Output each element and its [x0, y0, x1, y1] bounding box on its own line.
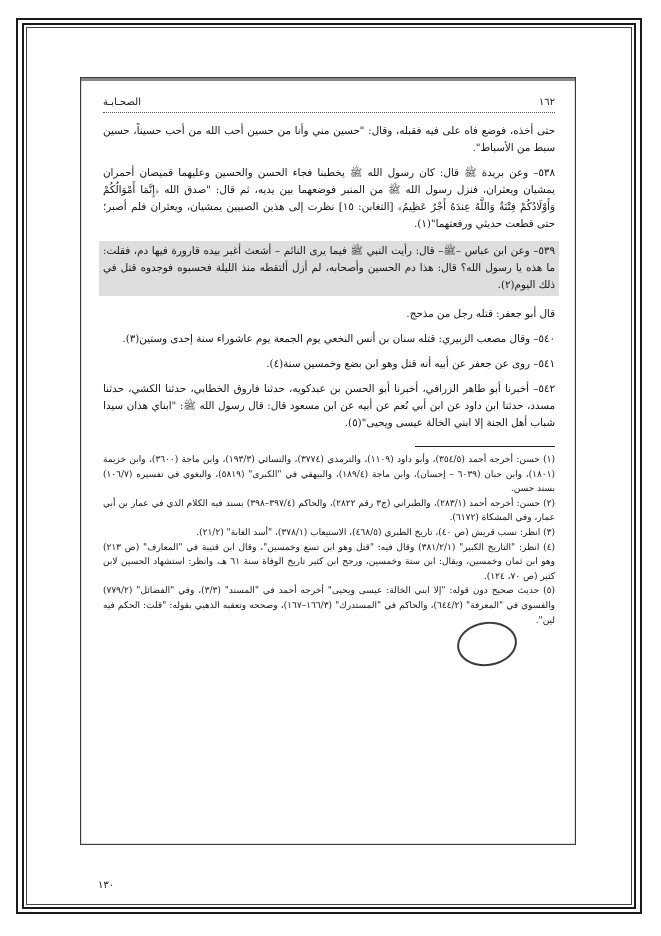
footnote: (٣) انظر: نسب قريش (ص ٤٠)، تاريخ الطبري (٤٦٨/٥)، الاستيعاب (٣٧٨/١)، "أسد الغابة" (٢١/٢). — [196, 527, 555, 538]
running-header — [103, 94, 555, 113]
header-section-title: الصحـابـة — [103, 97, 142, 108]
paragraph: حتى أخذه، فوضع فاه على فيه فقبله، وقال: "حسين مني وأنا من حسين أحب الله من أحب حسيناً، حسين سبط من الأسباط". — [103, 125, 555, 154]
footnote: (٥) حديث صحيح دون قوله: "إلا ابني الخالة: عيسى ويحيى" أخرجه أحمد في "المسند" (٣/٣)، وفي "الفضائل" (٧٧٩/٢) والفسوي في "المعرفة" (٦٤٤/٢)، والحاكم في "المستدرك" (١٦٦/٣–١٦٧)، وصححه وتعقبه الذهبي بقوله: "قلت: الحكم فيه لين". — [103, 586, 555, 626]
paragraph: ٥٤٠– وقال مصعب الزبيري: قتله سنان بن أنس النخعي يوم الجمعة يوم عاشوراء سنة إحدى وستين(٣). — [122, 333, 555, 345]
header-page-number: ١٦٢ — [538, 97, 555, 108]
page-number: ١٣٠ — [98, 880, 115, 891]
footnote-divider — [415, 446, 555, 447]
footnote: (٢) حسن: أخرجه أحمد (٢٨٣/١)، والطبراني (ج٣ رقم ٢٨٢٢)، والحاكم (٣٩٧/٤–٣٩٨) بسند فيه الكلام الذي في عمار بن أبي عمار، وفي المشكاة (٦١٧٢). — [103, 498, 555, 524]
page-content — [103, 94, 555, 628]
scan-edge — [81, 78, 575, 81]
paragraph: ٥٣٨– وعن بريدة ﷺ قال: كان رسول الله ﷺ يخطبنا فجاء الحسن والحسين وعليهما قميصان أحمران يمشيان ويعثران، فنزل رسول الله ﷺ من المنبر فوضعهما بين يديه، ثم قال: "صدق الله ﴿إِنَّمَا أَمْوَالُكُمْ وَأَوْلَادُكُمْ فِتْنَةٌ وَاللَّهُ عِندَهُ أَجْرٌ عَظِيمٌ﴾ [التغابن: ١٥] نظرت إلى هذين الصبيين يمشيان، ويعثران فلم أصبر؛ حتى قطعت حديثي ورفعتهما"(١). — [103, 167, 555, 230]
footnote: (٤) انظر: "التاريخ الكبير" (٣٨١/٢/١) وقال فيه: "قتل وهو ابن تسع وخمسين"، وقال ابن قتيبة في "المعارف" (ص ٢١٣) وهو ابن ثمان وخمسين، ويقال: ابن ستة وخمسين، ورجح ابن كثير تاريخ الوفاة سنة ٦١ هـ، وانظر: استشهاد الحسين لابن كثير (ص ٧٠، ١٢٤). — [103, 542, 555, 582]
scanned-page — [80, 77, 576, 845]
highlighted-paragraph: ٥٣٩– وعن ابن عباس –ﷺ– قال: رأيت النبي ﷺ فيما يرى النائم – أشعث أغبر بيده قارورة فيها دم، فقلت: ما هذه يا رسول الله؟ قال: هذا دم الحسين وأصحابه، لم أزل ألتقطه منذ الليلة فحسبوه فوجدوه قتل في ذلك اليوم(٢). — [99, 241, 559, 296]
paragraph: قال أبو جعفر: قتله رجل من مذحج. — [406, 308, 555, 320]
footnote: (١) حسن: أخرجه أحمد (٣٥٤/٥)، وأبو داود (١١٠٩)، والترمذي (٣٧٧٤)، والنسائي (١٩٣/٣)، وابن ماجة (٣٦٠٠)، وابن خزيمة (١٨٠١)، وابن حبان (٦٠٣٩ – إحسان)، وابن ماجة (١٨٩/٤)، والبيهقي في "الكبرى" (٥٨١٩)، والبغوي في تفسيره (١٠٦/٧) بسند حسن. — [103, 455, 556, 495]
paragraph: ٥٤٢– أخبرنا أبو طاهر الزرافي، أخبرنا أبو الحسن بن عبدكويه، حدثنا فاروق الخطابي، حدثنا الكشي، حدثنا مسدد، حدثنا ابن داود عن ابن أبي نُعم عن أبيه عن ابن مسعود قال: قال رسول الله ﷺ: "ابناي هذان سيدا شباب أهل الجنة إلا ابني الخالة عيسى ويحيى"(٥). — [103, 383, 555, 429]
paragraph: ٥٤١– روى عن جعفر عن أبيه أنه قتل وهو ابن بضع وخمسين سنة(٤). — [266, 358, 555, 370]
